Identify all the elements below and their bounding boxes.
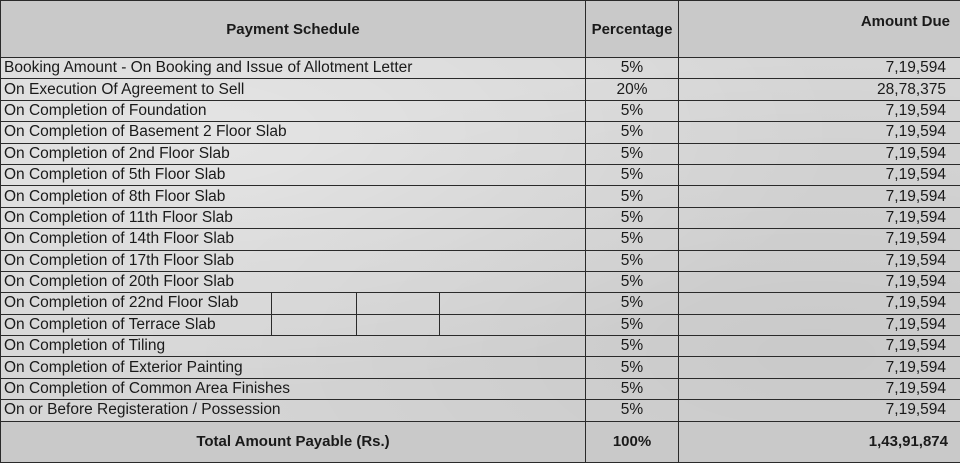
table-row (1, 100, 960, 121)
percent-cell: 5% (586, 164, 679, 185)
amount-cell: 7,19,594 (679, 164, 960, 185)
amount-cell: 7,19,594 (679, 250, 960, 271)
cell-divider (356, 315, 357, 335)
schedule-rows (1, 58, 960, 422)
table-row (1, 122, 960, 143)
total-amount: 1,43,91,874 (679, 421, 960, 462)
stage-cell: On Completion of 22nd Floor Slab (1, 293, 586, 314)
header-row (1, 1, 960, 58)
table-row (1, 314, 960, 335)
cell-divider (271, 293, 272, 313)
header-amount-due: Amount Due (679, 1, 960, 58)
amount-cell: 7,19,594 (679, 100, 960, 121)
table-row (1, 293, 960, 314)
stage-cell: On Completion of 11th Floor Slab (1, 207, 586, 228)
amount-cell: 7,19,594 (679, 314, 960, 335)
percent-cell: 5% (586, 122, 679, 143)
percent-cell: 5% (586, 58, 679, 79)
percent-cell: 5% (586, 186, 679, 207)
percent-cell: 5% (586, 293, 679, 314)
amount-cell: 7,19,594 (679, 378, 960, 399)
cell-divider (439, 315, 440, 335)
cell-divider (439, 293, 440, 313)
stage-cell: On Completion of Basement 2 Floor Slab (1, 122, 586, 143)
percent-cell: 5% (586, 207, 679, 228)
table-row (1, 336, 960, 357)
header-percentage: Percentage (586, 1, 679, 58)
percent-cell: 5% (586, 314, 679, 335)
stage-cell: On Execution Of Agreement to Sell (1, 79, 586, 100)
table-row (1, 378, 960, 399)
amount-cell: 7,19,594 (679, 357, 960, 378)
percent-cell: 5% (586, 143, 679, 164)
amount-cell: 7,19,594 (679, 207, 960, 228)
total-row (1, 421, 960, 462)
table-row (1, 207, 960, 228)
stage-cell: On Completion of Common Area Finishes (1, 378, 586, 399)
cell-divider (356, 293, 357, 313)
header-payment-schedule: Payment Schedule (1, 1, 586, 58)
amount-cell: 7,19,594 (679, 58, 960, 79)
stage-cell: On Completion of 17th Floor Slab (1, 250, 586, 271)
stage-cell: On Completion of 14th Floor Slab (1, 229, 586, 250)
percent-cell: 20% (586, 79, 679, 100)
stage-cell: On Completion of Exterior Painting (1, 357, 586, 378)
amount-cell: 28,78,375 (679, 79, 960, 100)
percent-cell: 5% (586, 357, 679, 378)
amount-cell: 7,19,594 (679, 143, 960, 164)
percent-cell: 5% (586, 100, 679, 121)
percent-cell: 5% (586, 229, 679, 250)
amount-cell: 7,19,594 (679, 186, 960, 207)
table-row (1, 79, 960, 100)
table-row (1, 58, 960, 79)
percent-cell: 5% (586, 271, 679, 292)
stage-cell: On Completion of Terrace Slab (1, 314, 586, 335)
amount-cell: 7,19,594 (679, 229, 960, 250)
cell-divider (271, 315, 272, 335)
amount-cell: 7,19,594 (679, 400, 960, 421)
table-row (1, 143, 960, 164)
amount-cell: 7,19,594 (679, 336, 960, 357)
percent-cell: 5% (586, 400, 679, 421)
table-row (1, 250, 960, 271)
stage-cell: On Completion of Foundation (1, 100, 586, 121)
table-row (1, 357, 960, 378)
amount-cell: 7,19,594 (679, 293, 960, 314)
stage-cell: Booking Amount - On Booking and Issue of Allotment Letter (1, 58, 586, 79)
amount-cell: 7,19,594 (679, 122, 960, 143)
table-row (1, 186, 960, 207)
total-percent: 100% (586, 421, 679, 462)
stage-cell: On Completion of 20th Floor Slab (1, 271, 586, 292)
percent-cell: 5% (586, 336, 679, 357)
stage-cell: On Completion of 5th Floor Slab (1, 164, 586, 185)
total-label: Total Amount Payable (Rs.) (1, 421, 586, 462)
percent-cell: 5% (586, 250, 679, 271)
stage-cell: On Completion of 8th Floor Slab (1, 186, 586, 207)
percent-cell: 5% (586, 378, 679, 399)
stage-cell: On or Before Registeration / Possession (1, 400, 586, 421)
stage-cell: On Completion of 2nd Floor Slab (1, 143, 586, 164)
table-row (1, 271, 960, 292)
table-row (1, 229, 960, 250)
table-row (1, 400, 960, 421)
table-row (1, 164, 960, 185)
stage-cell: On Completion of Tiling (1, 336, 586, 357)
amount-cell: 7,19,594 (679, 271, 960, 292)
